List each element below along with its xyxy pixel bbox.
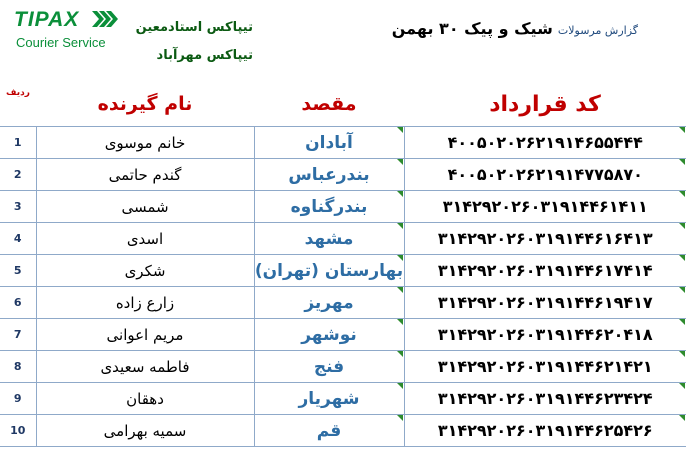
destination: نوشهر (301, 324, 357, 345)
recipient-name-cell (36, 319, 254, 351)
row-number-cell (0, 255, 36, 287)
contract-code: ۳۱۴۲۹۲۰۲۶۰۳۱۹۱۴۴۶۲۰۴۱۸ (437, 325, 653, 344)
tipax-stripes-logo-icon (92, 11, 118, 27)
recipient-name-cell (36, 255, 254, 287)
table-header-row (0, 82, 686, 127)
row-number: 3 (13, 200, 22, 213)
contract-code: ۳۱۴۲۹۲۰۲۶۰۳۱۹۱۴۴۶۲۵۴۲۶ (437, 421, 653, 440)
recipient-name: فاطمه سعیدی (100, 357, 190, 376)
row-number: 9 (13, 392, 22, 405)
contract-code-cell (404, 287, 686, 319)
table-row (0, 191, 686, 223)
row-number: 2 (13, 168, 22, 181)
recipient-name: شکری (124, 261, 166, 280)
row-number: 5 (13, 264, 22, 277)
branch-name: تیپاکس مهرآباد (156, 48, 253, 63)
row-number-cell (0, 351, 36, 383)
destination-cell (254, 159, 404, 191)
cell-note-flag-icon (679, 287, 685, 293)
contract-code-cell (404, 191, 686, 223)
tipax-logo: TIPAX (14, 8, 80, 31)
row-number-cell (0, 287, 36, 319)
cell-note-flag-icon (397, 319, 403, 325)
contract-code-cell (404, 255, 686, 287)
contract-code: ۳۱۴۲۹۲۰۲۶۰۳۱۹۱۴۴۶۱۹۴۱۷ (437, 293, 653, 312)
contract-code: ۴۰۰۵۰۲۰۲۶۲۱۹۱۴۷۷۵۸۷۰ (447, 165, 643, 184)
cell-note-flag-icon (679, 127, 685, 133)
destination: قم (316, 420, 342, 441)
header-destination: مقصد (301, 93, 357, 115)
report-title-text: شیک و پیک ۳۰ بهمن (391, 19, 553, 38)
cell-note-flag-icon (679, 415, 685, 421)
report-prefix: گزارش مرسولات (557, 24, 638, 37)
cell-note-flag-icon (397, 191, 403, 197)
shipments-table (0, 82, 686, 447)
destination: مهریز (304, 292, 354, 313)
contract-code: ۳۱۴۲۹۲۰۲۶۰۳۱۹۱۴۴۶۲۳۴۲۴ (437, 389, 653, 408)
destination-cell (254, 351, 404, 383)
destination: بهارستان (تهران) (254, 260, 404, 281)
branch-name: تیپاکس استادمعین (135, 20, 253, 35)
table-row (0, 159, 686, 191)
cell-note-flag-icon (397, 159, 403, 165)
contract-code: ۳۱۴۲۹۲۰۲۶۰۳۱۹۱۴۴۶۱۴۱۱ (442, 197, 648, 216)
contract-code-cell (404, 319, 686, 351)
cell-note-flag-icon (397, 255, 403, 261)
recipient-name: اسدی (126, 229, 164, 248)
destination-cell (254, 319, 404, 351)
recipient-name-cell (36, 351, 254, 383)
cell-note-flag-icon (397, 127, 403, 133)
row-number: 10 (10, 424, 26, 437)
table-row (0, 223, 686, 255)
destination-cell (254, 223, 404, 255)
report-title (320, 19, 638, 38)
contract-code-cell (404, 415, 686, 447)
contract-code: ۳۱۴۲۹۲۰۲۶۰۳۱۹۱۴۴۶۱۷۴۱۴ (437, 261, 653, 280)
report-header (0, 0, 686, 78)
contract-code-cell (404, 223, 686, 255)
row-number: 1 (13, 136, 22, 149)
cell-note-flag-icon (397, 415, 403, 421)
table-row (0, 319, 686, 351)
recipient-name-cell (36, 383, 254, 415)
row-number-cell (0, 191, 36, 223)
row-number: 7 (13, 328, 22, 341)
cell-note-flag-icon (679, 319, 685, 325)
contract-code: ۴۰۰۵۰۲۰۲۶۲۱۹۱۴۶۵۵۴۴۴ (447, 133, 643, 152)
table-row (0, 287, 686, 319)
contract-code-cell (404, 127, 686, 159)
recipient-name: گندم حاتمی (108, 165, 182, 184)
destination: مشهد (304, 228, 354, 249)
row-number-cell (0, 383, 36, 415)
cell-note-flag-icon (679, 223, 685, 229)
cell-note-flag-icon (679, 383, 685, 389)
table-row (0, 351, 686, 383)
cell-note-flag-icon (679, 159, 685, 165)
recipient-name: سمیه بهرامی (103, 421, 187, 440)
table-row (0, 383, 686, 415)
cell-note-flag-icon (397, 223, 403, 229)
contract-code-cell (404, 159, 686, 191)
recipient-name-cell (36, 159, 254, 191)
cell-note-flag-icon (397, 351, 403, 357)
contract-code: ۳۱۴۲۹۲۰۲۶۰۳۱۹۱۴۴۶۲۱۴۲۱ (437, 357, 653, 376)
destination-cell (254, 287, 404, 319)
row-number-cell (0, 415, 36, 447)
contract-code-cell (404, 351, 686, 383)
recipient-name: شمسی (121, 197, 169, 216)
destination: بندرعباس (288, 164, 370, 185)
header-row-number: ردیف (6, 88, 30, 98)
row-number-cell (0, 127, 36, 159)
destination: بندرگناوه (290, 196, 368, 217)
recipient-name: زارع زاده (115, 293, 175, 312)
header-recipient-name: نام گیرنده (97, 93, 193, 115)
destination-cell (254, 383, 404, 415)
cell-note-flag-icon (679, 351, 685, 357)
row-number: 6 (13, 296, 22, 309)
row-number-cell (0, 223, 36, 255)
destination-cell (254, 191, 404, 223)
row-number-cell (0, 319, 36, 351)
cell-note-flag-icon (679, 191, 685, 197)
recipient-name-cell (36, 415, 254, 447)
contract-code-cell (404, 383, 686, 415)
recipient-name-cell (36, 287, 254, 319)
destination: آبادان (305, 132, 353, 153)
row-number: 4 (13, 232, 22, 245)
recipient-name: دهقان (126, 389, 164, 408)
recipient-name-cell (36, 127, 254, 159)
row-number: 8 (13, 360, 22, 373)
destination-cell (254, 127, 404, 159)
recipient-name: مریم اعوانی (106, 325, 184, 344)
contract-code: ۳۱۴۲۹۲۰۲۶۰۳۱۹۱۴۴۶۱۶۴۱۳ (437, 229, 653, 248)
table-row (0, 255, 686, 287)
destination-cell (254, 255, 404, 287)
cell-note-flag-icon (397, 383, 403, 389)
cell-note-flag-icon (397, 287, 403, 293)
recipient-name-cell (36, 223, 254, 255)
table-row (0, 127, 686, 159)
destination-cell (254, 415, 404, 447)
destination: فنج (313, 356, 345, 377)
header-contract-code: کد قرارداد (489, 91, 601, 117)
recipient-name-cell (36, 191, 254, 223)
destination: شهریار (298, 388, 360, 409)
logo-subtitle: Courier Service (16, 35, 106, 50)
recipient-name: خانم موسوی (104, 133, 186, 152)
cell-note-flag-icon (679, 255, 685, 261)
table-row (0, 415, 686, 447)
row-number-cell (0, 159, 36, 191)
